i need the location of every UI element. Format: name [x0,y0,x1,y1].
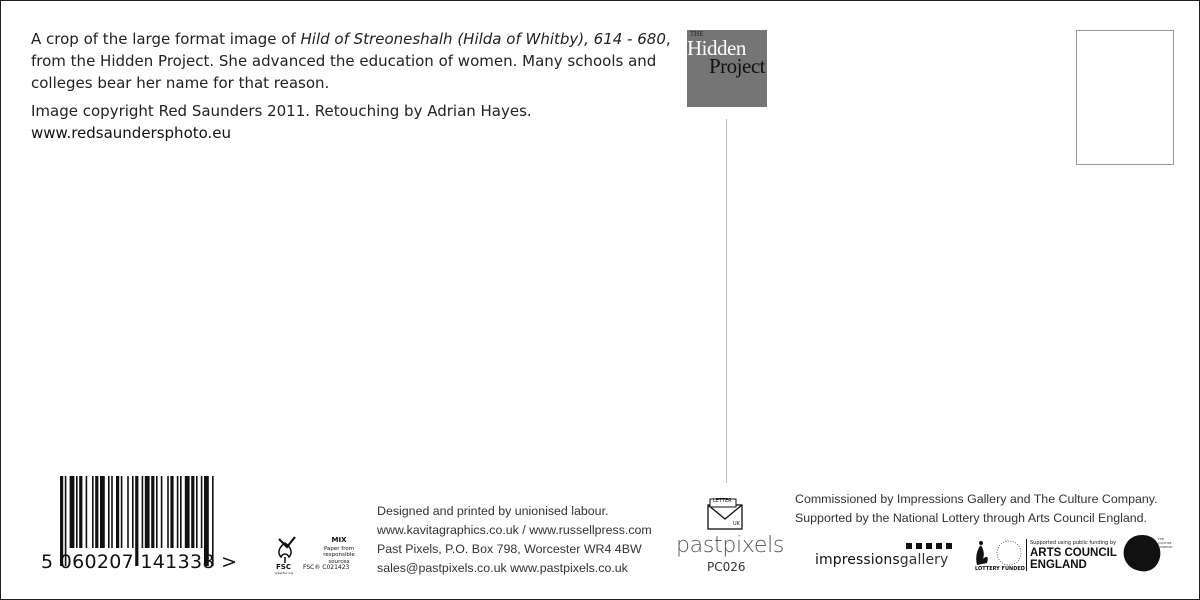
printer-credits [377,502,652,578]
culture-company-label: THE CULTURE COMPANY [1158,537,1173,549]
barcode-bar [161,476,163,548]
barcode-bar [151,476,154,548]
address-divider [726,119,727,483]
product-code: PC026 [707,560,746,574]
barcode-bar [132,476,134,548]
barcode-bar [170,476,173,548]
barcode-bar [100,476,105,548]
copyright-text: Image copyright Red Saunders 2011. Retouching by Adrian Hayes. [31,102,532,120]
barcode-bar [180,476,182,548]
impressions-gallery-dots [906,543,954,549]
barcode-bar [121,476,123,548]
arts-council-support-text: Supported using public funding by [1030,540,1117,546]
barcode-bar [95,476,98,548]
arts-council-logo [1030,547,1117,571]
barcode-bar [156,476,158,548]
barcode-bar [116,476,119,548]
impressions-gallery-logo [815,552,948,568]
fsc-url: www.fsc.org [275,571,294,575]
barcode-bar [111,476,113,548]
gallery-word: gallery [899,552,949,568]
logo-the: THE [690,31,704,38]
credits-line-3: Past Pixels, P.O. Box 798, Worcester WR4 4BW [377,542,642,556]
barcode-bar [167,476,169,548]
credits-line-4[interactable]: sales@pastpixels.co.uk www.pastpixels.co.uk [377,561,628,575]
barcode-bar [127,476,129,548]
barcode-bar [86,476,88,548]
credits-line-1: Designed and printed by unionised labour. [377,504,609,518]
barcode-bar [201,476,203,548]
fsc-code: FSC® C021423 [303,564,350,571]
fsc-mix-block [319,537,359,565]
letter-uk-label: UK [733,521,740,527]
arts-council-bar [1026,539,1027,571]
barcode-bar [142,476,144,548]
barcode-bar [79,476,82,548]
commission-line-1: Commissioned by Impressions Gallery and The Culture Company. [795,492,1158,506]
arts-council-line-2: ENGLAND [1030,559,1087,571]
barcode-bar [70,476,75,548]
letter-label: LETTER [713,498,732,504]
caption-text [31,28,681,144]
barcode-digits: 5 060207 141338 > [41,551,238,573]
caption-description: , from the Hidden Project. She advanced the education of women. Many schools and colleges bear her name for that reason. [31,30,671,92]
pastpixels-logo: pastpixels [676,533,785,558]
commission-text [795,490,1157,528]
barcode-bar [191,476,194,548]
website-link[interactable]: www.redsaundersphoto.eu [31,124,232,142]
lottery-crossed-fingers-icon [971,537,1025,569]
lottery-funded-label: LOTTERY FUNDED [975,566,1025,572]
credits-line-2[interactable]: www.kavitagraphics.co.uk / www.russellpress.com [377,523,652,537]
impressions-word: impressions [815,552,900,568]
caption-paragraph [31,28,681,94]
barcode-bar [185,476,190,548]
commission-line-2: Supported by the National Lottery through Arts Council England. [795,511,1147,525]
fsc-mix-title: MIX [331,536,347,544]
copyright-paragraph [31,100,681,144]
fsc-mix-description: Paper from responsible sources [323,545,355,565]
stamp-box [1076,30,1174,165]
caption-intro: A crop of the large format image of [31,30,301,48]
barcode-bar [76,476,78,548]
barcode-bar [145,476,150,548]
fsc-label: FSC [276,563,291,571]
barcode-bar [92,476,94,548]
barcode-bar [177,476,179,548]
logo-word-hidden: Hidden [687,36,746,60]
arts-council-line-1: ARTS COUNCIL [1030,547,1117,559]
barcode-bar [108,476,110,548]
hidden-project-logo [687,30,767,107]
artwork-title: Hild of Streoneshalh (Hilda of Whitby), 614 - 680 [300,30,666,48]
logo-word-project: Project [709,54,765,78]
barcode-bar [196,476,198,548]
